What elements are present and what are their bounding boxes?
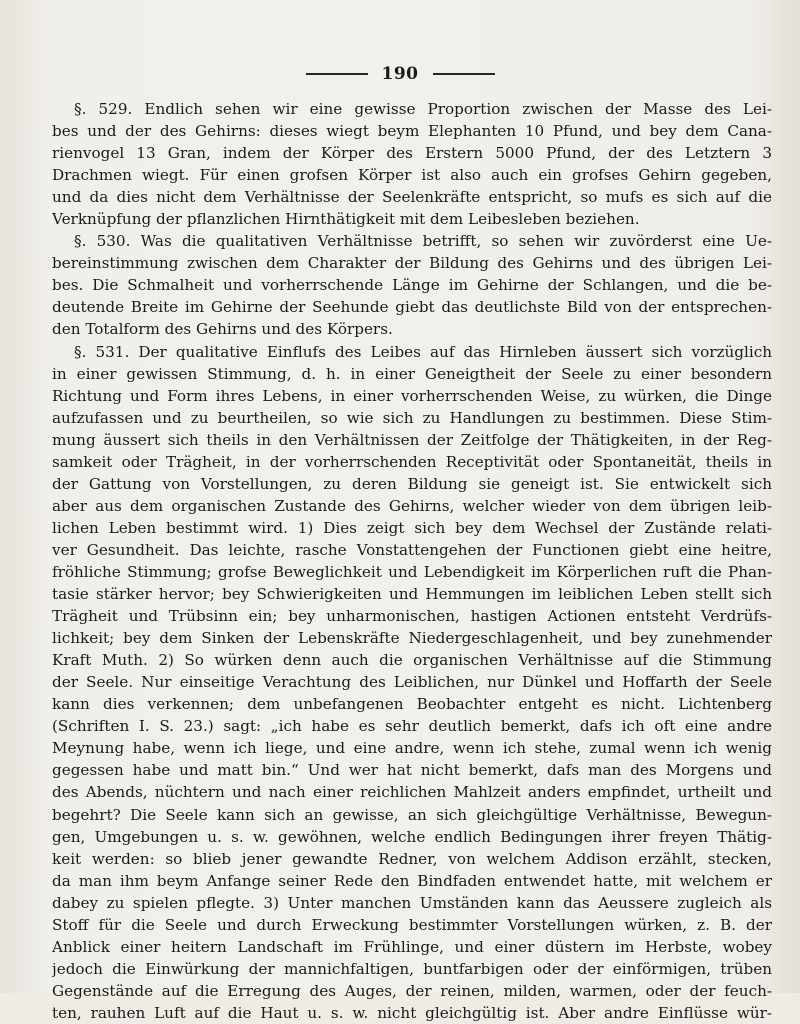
text-line: Meynung habe, wenn ich liege, und eine andre, wenn ich stehe, zumal wenn ich wenig xyxy=(52,739,772,758)
header-rule-right xyxy=(433,73,495,75)
text-line: Verknüpfung der pflanzlichen Hirnthätigkeit mit dem Leibesleben beziehen. xyxy=(52,210,640,229)
text-line: tasie stärker hervor; bey Schwierigkeiten und Hemmungen im leiblichen Leben stellt sich xyxy=(52,585,772,604)
text-line: in einer gewissen Stimmung, d. h. in einer Geneigtheit der Seele zu einer besondern xyxy=(52,364,772,383)
text-line: rienvogel 13 Gran, indem der Körper des Erstern 5000 Pfund, der des Letztern 3 xyxy=(52,144,772,163)
text-line: gen, Umgebungen u. s. w. gewöhnen, welche endlich Bedingungen ihrer freyen Thätig- xyxy=(52,827,772,846)
text-line: deutende Breite im Gehirne der Seehunde giebt das deutlichste Bild von der entsprechen- xyxy=(52,298,772,317)
text-line: mung äussert sich theils in den Verhältnissen der Zeitfolge der Thätigkeiten, in der Reg- xyxy=(52,430,772,449)
text-line: lichkeit; bey dem Sinken der Lebenskräfte Niedergeschlagenheit, und bey zunehmender xyxy=(52,629,772,648)
text-line: Stoff für die Seele und durch Erweckung bestimmter Vorstellungen würken, z. B. der xyxy=(52,915,772,934)
text-line: Trägheit und Trübsinn ein; bey unharmonischen, hastigen Actionen entsteht Verdrüfs- xyxy=(52,607,772,626)
text-line: §. 530. Was die qualitativen Verhältnisse betrifft, so sehen wir zuvörderst eine Ue- xyxy=(74,232,772,251)
text-line: bes. Die Schmalheit und vorherrschende Länge im Gehirne der Schlangen, und die be- xyxy=(52,276,772,295)
text-line: §. 529. Endlich sehen wir eine gewisse Proportion zwischen der Masse des Lei- xyxy=(74,100,772,118)
text-line: ten, rauhen Luft auf die Haut u. s. w. nicht gleichgültig ist. Aber andre Einflüsse wür- xyxy=(52,1003,772,1022)
text-line: da man ihm beym Anfange seiner Rede den Bindfaden entwendet hatte, mit welchem er xyxy=(52,871,772,890)
text-line: aber aus dem organischen Zustande des Gehirns, welcher wieder von dem übrigen leib- xyxy=(52,496,772,515)
text-line: lichen Leben bestimmt wird. 1) Dies zeigt sich bey dem Wechsel der Zustände relati- xyxy=(52,518,772,537)
text-line: ver Gesundheit. Das leichte, rasche Vonstattengehen der Functionen giebt eine heitre, xyxy=(52,540,772,559)
text-line: dabey zu spielen pflegte. 3) Unter manchen Umständen kann das Aeussere zugleich als xyxy=(52,893,772,912)
text-line: des Abends, nüchtern und nach einer reichlichen Mahlzeit anders empfindet, urtheilt und xyxy=(52,783,772,802)
text-line: fröhliche Stimmung; grofse Beweglichkeit und Lebendigkeit im Körperlichen ruft die Phan- xyxy=(52,562,772,581)
text-line: Drachmen wiegt. Für einen grofsen Körper ist also auch ein grofses Gehirn gegeben, xyxy=(52,166,772,185)
text-line: begehrt? Die Seele kann sich an gewisse, an sich gleichgültige Verhältnisse, Bewegun- xyxy=(52,805,772,824)
header-rule-left xyxy=(306,73,368,75)
text-line: Gegenstände auf die Erregung des Auges, der reinen, milden, warmen, oder der feuch- xyxy=(52,981,772,1000)
text-line: aufzufassen und zu beurtheilen, so wie sich zu Handlungen zu bestimmen. Diese Stim- xyxy=(52,408,772,427)
text-line: bereinstimmung zwischen dem Charakter der Bildung des Gehirns und des übrigen Lei- xyxy=(52,254,772,273)
text-line: jedoch die Einwürkung der mannichfaltigen, buntfarbigen oder der einförmigen, trüben xyxy=(52,959,772,978)
page-number: 190 xyxy=(381,64,419,84)
text-line: den Totalform des Gehirns und des Körpers. xyxy=(52,320,393,339)
text-line: Anblick einer heitern Landschaft im Frühlinge, und einer düstern im Herbste, wobey xyxy=(52,937,772,956)
text-line: samkeit oder Trägheit, in der vorherrschenden Receptivität oder Spontaneität, theils in xyxy=(52,452,772,471)
text-line: bes und der des Gehirns: dieses wiegt beym Elephanten 10 Pfund, und bey dem Cana- xyxy=(52,122,772,141)
text-line: der Seele. Nur einseitige Verachtung des Leiblichen, nur Dünkel und Hoffarth der Seele xyxy=(52,673,772,692)
body-text xyxy=(52,98,772,1024)
text-line: und da dies nicht dem Verhältnisse der Seelenkräfte entspricht, so mufs es sich auf die xyxy=(52,188,772,207)
text-line: §. 531. Der qualitative Einflufs des Leibes auf das Hirnleben äussert sich vorzüglich xyxy=(74,342,772,361)
text-line: Kraft Muth. 2) So würken denn auch die organischen Verhältnisse auf die Stimmung xyxy=(52,651,772,670)
text-line: gegessen habe und matt bin.“ Und wer hat nicht bemerkt, dafs man des Morgens und xyxy=(52,761,772,780)
text-line: (Schriften I. S. 23.) sagt: „ich habe es sehr deutlich bemerkt, dafs ich oft eine andre xyxy=(52,717,772,736)
text-line: Richtung und Form ihres Lebens, in einer vorherrschenden Weise, zu würken, die Dinge xyxy=(52,386,772,405)
page-header xyxy=(0,64,800,84)
text-line: der Gattung von Vorstellungen, zu deren Bildung sie geneigt ist. Sie entwickelt sich xyxy=(52,474,772,493)
text-line: kann dies verkennen; dem unbefangenen Beobachter entgeht es nicht. Lichtenberg xyxy=(52,695,772,714)
text-line: keit werden: so blieb jener gewandte Redner, von welchem Addison erzählt, stecken, xyxy=(52,849,772,868)
